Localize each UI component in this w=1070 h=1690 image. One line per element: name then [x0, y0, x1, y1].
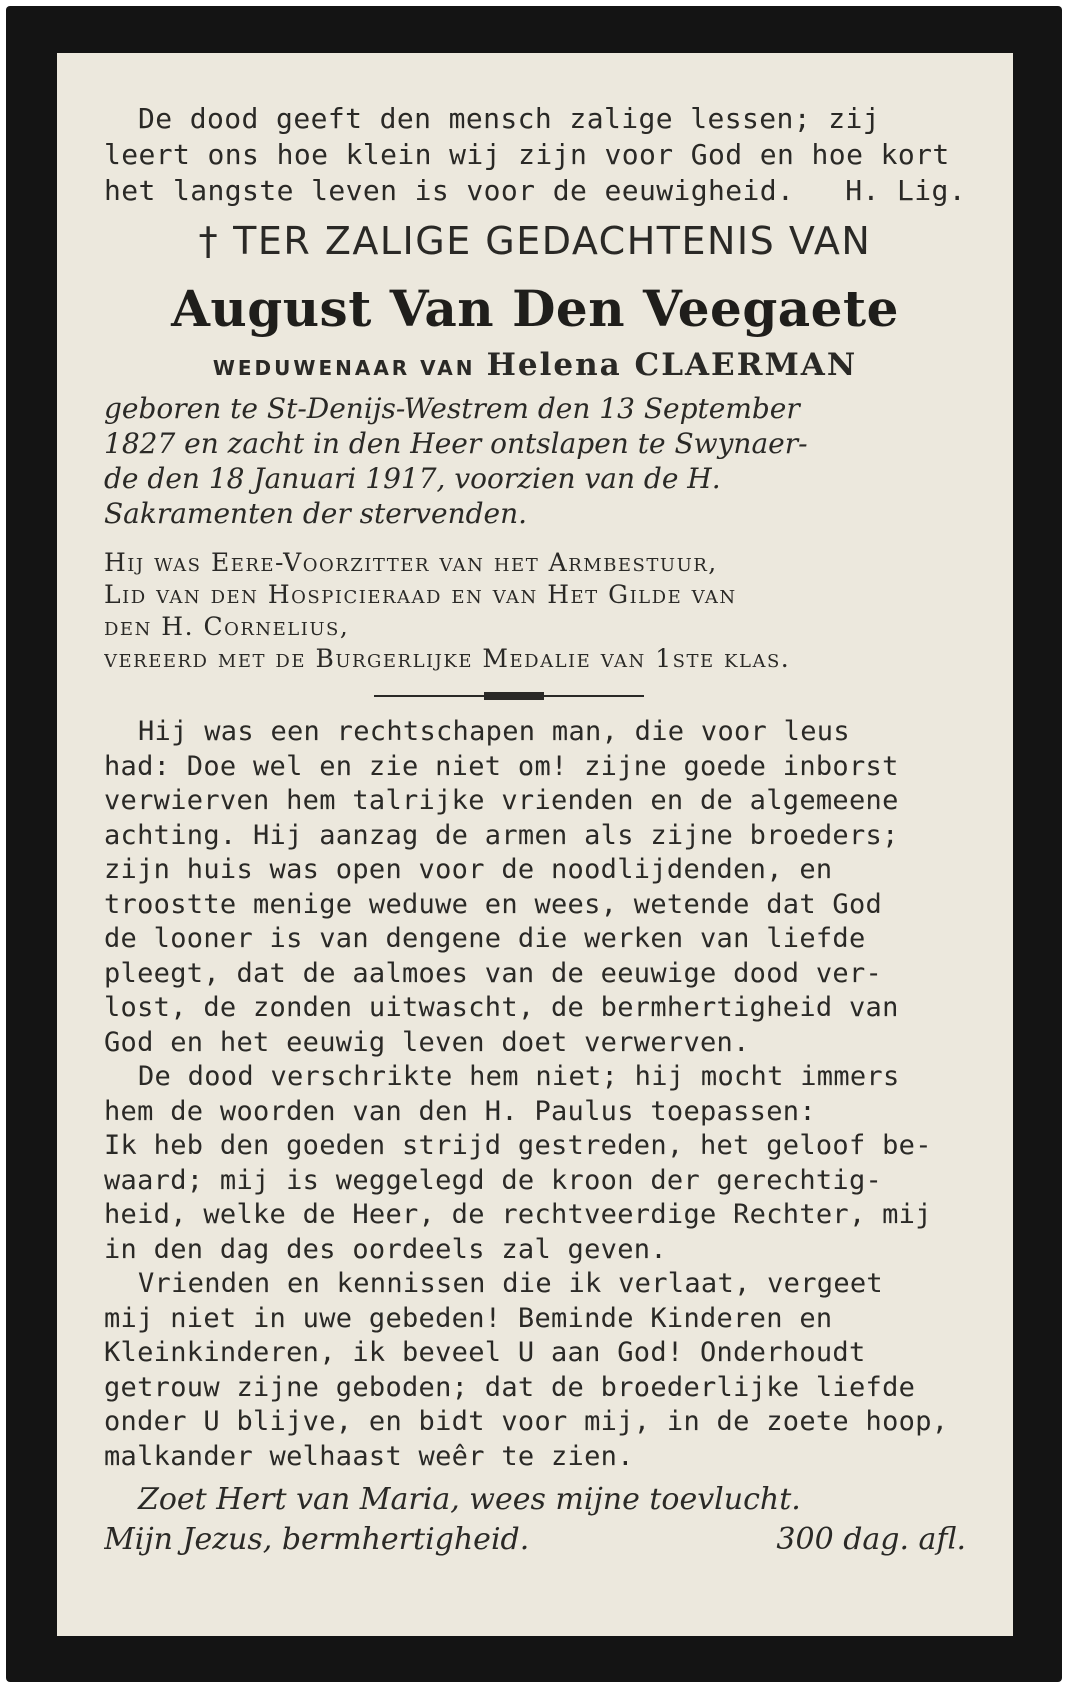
birth-death-line: 1827 en zacht in den Heer ontslapen te Swynaer-: [104, 427, 808, 460]
quote-line: [104, 173, 966, 209]
birth-death-line: Sakramenten der stervenden.: [104, 497, 528, 530]
divider-rule-left: [374, 695, 484, 697]
memorial-card: [6, 6, 1062, 1682]
eulogy-line: heid, welke de Heer, de rechtveerdige Rechter, mij: [104, 1199, 932, 1230]
eulogy-line: De dood verschrikte hem niet; hij mocht immers: [138, 1061, 900, 1092]
prayer-text: Mijn Jezus, bermhertigheid.: [104, 1522, 530, 1557]
eulogy-line: Hij was een rechtschapen man, die voor leus: [138, 716, 850, 747]
honours-line: Lid van den Hospicieraad en van Het Gilde van: [104, 580, 737, 609]
eulogy-line: God en het eeuwig leven doet verwerven.: [104, 1026, 750, 1058]
honours-list: [104, 547, 966, 675]
quote-line: leert ons hoe klein wij zijn voor God en hoe kort: [104, 138, 950, 171]
eulogy-line: had: Doe wel en zie niet om! zijne goede inborst: [104, 750, 899, 782]
eulogy-line: Kleinkinderen, ik beveel U aan God! Onderhoudt: [104, 1337, 866, 1368]
memorial-heading: [104, 217, 966, 265]
divider-rule-right: [544, 695, 644, 697]
honours-line: Hij was Eere-Voorzitter van het Armbestuur,: [104, 548, 718, 577]
eulogy-line: in den dag des oordeels zal geven.: [104, 1233, 667, 1265]
eulogy-line: verwierven hem talrijke vrienden en de algemeene: [104, 785, 899, 816]
eulogy-line: mij niet in uwe gebeden! Beminde Kinderen en: [104, 1302, 833, 1334]
eulogy-line: hem de woorden van den H. Paulus toepassen:: [104, 1095, 816, 1127]
birth-death-details: [104, 391, 966, 531]
prayer-line: [104, 1520, 966, 1560]
eulogy-line: malkander welhaast weêr te zien.: [104, 1440, 634, 1472]
eulogy-text: [104, 715, 966, 1474]
eulogy-line: zijn huis was open voor de noodlijdenden, en: [104, 854, 833, 885]
honours-line: vereerd met de Burgerlijke Medalie van 1ste klas.: [104, 644, 791, 673]
birth-death-line: geboren te St-Denijs-Westrem den 13 September: [104, 392, 800, 425]
eulogy-line: pleegt, dat de aalmoes van de eeuwige dood ver-: [104, 957, 883, 989]
deceased-name: August Van Den Veegaete: [171, 279, 899, 338]
spouse-name: Helena CLAERMAN: [486, 347, 858, 383]
eulogy-line: de looner is van dengene die werken van liefde: [104, 923, 866, 954]
ornamental-divider: [104, 689, 966, 703]
eulogy-line: Vrienden en kennissen die ik verlaat, vergeet: [138, 1268, 883, 1299]
eulogy-line: troostte menige weduwe en wees, wetende dat God: [104, 888, 883, 920]
divider-ornament: [484, 692, 544, 700]
quote-line: De dood geeft den mensch zalige lessen; zij: [138, 102, 881, 135]
birth-death-line: de den 18 Januari 1917, voorzien van de H.: [104, 462, 721, 495]
quote-line-text: het langste leven is voor de eeuwigheid.: [104, 174, 795, 207]
quote-source: H. Lig.: [845, 174, 966, 207]
eulogy-line: achting. Hij aanzag de armen als zijne broeders;: [104, 819, 899, 851]
eulogy-line: onder U blijve, en bidt voor mij, in de zoete hoop,: [104, 1406, 949, 1437]
eulogy-line: Ik heb den goeden strijd gestreden, het geloof be-: [104, 1130, 932, 1161]
widower-label: WEDUWENAAR VAN: [212, 356, 476, 380]
widower-line: [104, 347, 966, 383]
heading-text: TER ZALIGE GEDACHTENIS VAN: [233, 219, 872, 263]
eulogy-line: waard; mij is weggelegd de kroon der gerechtig-: [104, 1164, 883, 1196]
honours-line: den H. Cornelius,: [104, 612, 350, 641]
prayer-line: Zoet Hert van Maria, wees mijne toevlucht.: [138, 1482, 801, 1517]
card-paper: [57, 53, 1013, 1636]
eulogy-line: getrouw zijne geboden; dat de broederlijke liefde: [104, 1371, 916, 1403]
closing-prayers: [104, 1480, 966, 1560]
opening-quote: [104, 101, 966, 209]
cross-icon: †: [198, 219, 220, 263]
eulogy-line: lost, de zonden uitwascht, de bermhertigheid van: [104, 992, 899, 1023]
indulgence-note: 300 dag. afl.: [776, 1522, 966, 1557]
